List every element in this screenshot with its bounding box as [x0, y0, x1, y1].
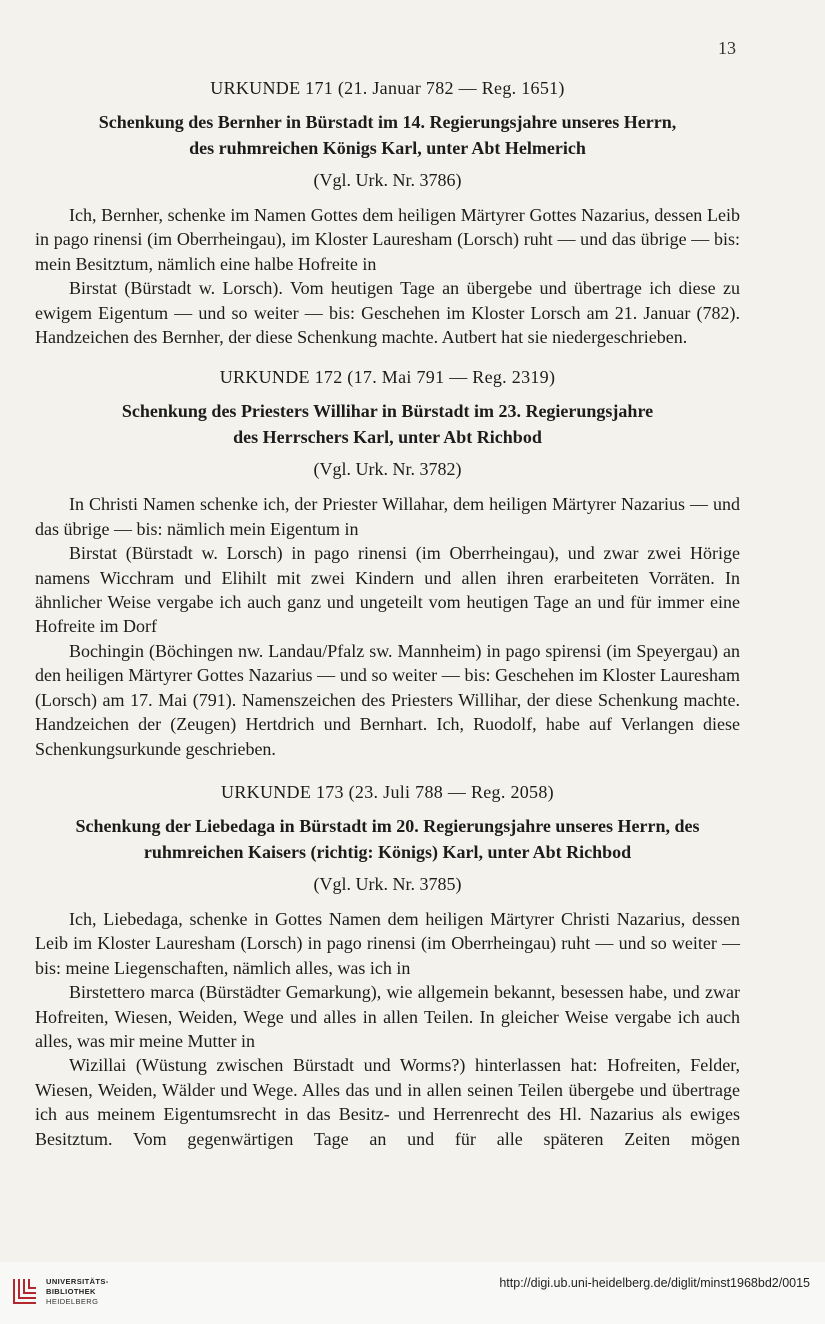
charter-title [35, 813, 740, 865]
library-logo-icon [10, 1276, 40, 1306]
charter-paragraph: Ich, Liebedaga, schenke in Gottes Namen dem heiligen Märtyrer Christi Nazarius, dessen Leib im Kloster Lauresham (Lorsch) in pago rinensi (im Oberrheingau) ruht — und so weiter — bis: meine Liegenschaften, nämlich alles, was ich in [35, 908, 740, 978]
page-number: 13 [718, 38, 736, 58]
charter-title [35, 398, 740, 450]
charter-paragraph: Birstettero marca (Bürstädter Gemarkung), wie allgemein bekannt, besessen habe, und zwar Hofreiten, Wiesen, Weiden, Wege und alles in allen Teilen. In gleicher Weise vergabe ich auch alles, was mir meine Mutter in [35, 982, 740, 1051]
charter-173 [35, 782, 740, 1151]
charter-heading: URKUNDE 172 (17. Mai 791 — Reg. 2319) [219, 367, 556, 388]
charter-paragraph: Ich, Bernher, schenke im Namen Gottes dem heiligen Märtyrer Gottes Nazarius, dessen Leib in pago rinensi (im Oberrheingau), im Kloster Lauresham (Lorsch) ruht — und das übrige — bis: mein Besitztum, nämlich eine halbe Hofreite in [35, 205, 740, 274]
charter-paragraph: Birstat (Bürstadt w. Lorsch). Vom heutigen Tage an übergebe und übertrage ich diese zu ewigem Eigentum — und so weiter — bis: Geschehen im Kloster Lorsch am 21. Januar (782). Handzeichen des Bernher, der diese Schenkung machte. Autbert hat sie niedergeschrieben. [35, 278, 740, 348]
charter-171 [35, 78, 740, 349]
charter-title-line: des ruhmreichen Königs Karl, unter Abt Helmerich [189, 138, 586, 158]
page-content [35, 78, 740, 1151]
charter-paragraph: Bochingin (Böchingen nw. Landau/Pfalz sw. Mannheim) in pago spirensi (im Speyergau) an den heiligen Märtyrer Gottes Nazarius — und so weiter — bis: Geschehen im Kloster Lauresham (Lorsch) am 17. Mai (791). Namenszeichen des Priesters Willihar, der diese Schenkung machte. Handzeichen der (Zeugen) Hertdrich und Bernhart. Ich, Ruodolf, habe auf Verlangen diese Schenkungsurkunde geschrieben. [35, 640, 740, 759]
charter-reference: (Vgl. Urk. Nr. 3785) [313, 873, 462, 894]
charter-title-line: Schenkung der Liebedaga in Bürstadt im 20. Regierungsjahre unseres Herrn, des [75, 815, 700, 836]
library-name-line: HEIDELBERG [46, 1297, 99, 1306]
charter-paragraph: Wizillai (Wüstung zwischen Bürstadt und Worms?) hinterlassen hat: Hofreiten, Felder, Wiesen, Weiden, Wälder und Wege. Alles das und in allen seinen Teilen übergebe und übertrage ich aus meinem Eigentumsrecht in das Besitz- und Herrenrecht des Hl. Nazarius als ewiges Besitztum. Vom gegenwärtigen Tage an und für alle späteren Zeiten mögen [35, 1055, 740, 1149]
library-name-line: UNIVERSITÄTS- [46, 1277, 109, 1286]
library-name-line: BIBLIOTHEK [46, 1287, 96, 1296]
charter-title-line: Schenkung des Priesters Willihar in Bürstadt im 23. Regierungsjahre [121, 401, 654, 422]
charter-paragraph: Birstat (Bürstadt w. Lorsch) in pago rinensi (im Oberrheingau), und zwar zwei Hörige namens Wicchram und Elihilt mit zwei Kindern und allen ihren erarbeiteten Vorräten. In ähnlicher Weise vergabe ich auch ganz und ungeteilt vom heutigen Tage an und für immer eine Hofreite im Dorf [35, 543, 740, 637]
charter-reference: (Vgl. Urk. Nr. 3782) [313, 459, 462, 480]
charter-reference: (Vgl. Urk. Nr. 3786) [313, 170, 462, 190]
digitization-footer [0, 1262, 825, 1324]
charter-title-line: Schenkung des Bernher in Bürstadt im 14. Regierungsjahre unseres Herrn, [98, 112, 677, 132]
charter-paragraph: In Christi Namen schenke ich, der Priester Willahar, dem heiligen Märtyrer Nazarius — und das übrige — bis: nämlich mein Eigentum in [35, 494, 740, 539]
charter-heading: URKUNDE 171 (21. Januar 782 — Reg. 1651) [210, 78, 565, 98]
source-url-link[interactable]: http://digi.ub.uni-heidelberg.de/diglit/minst1968bd2/0015 [499, 1276, 810, 1290]
charter-title-line: ruhmreichen Kaisers (richtig: Königs) Karl, unter Abt Richbod [143, 841, 632, 862]
charter-172 [35, 367, 740, 760]
library-name [46, 1277, 109, 1307]
charter-title-line: des Herrschers Karl, unter Abt Richbod [233, 427, 542, 448]
charter-title [35, 109, 740, 161]
charter-heading: URKUNDE 173 (23. Juli 788 — Reg. 2058) [221, 781, 554, 802]
